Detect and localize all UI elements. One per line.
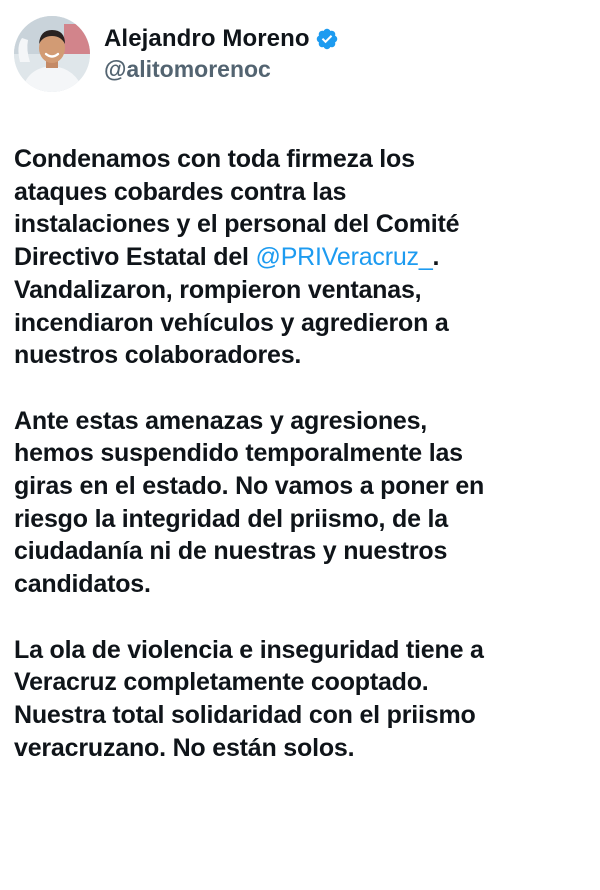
author-handle[interactable]: @alitomorenoc — [104, 56, 271, 82]
verified-badge-icon — [315, 27, 339, 51]
paragraph-1-after: . Vandalizaron, rompieron ventanas, incendiaron vehículos y agredieron a nuestros colaboradores. — [14, 243, 449, 370]
paragraph-1-before: Condenamos con toda firmeza los ataques cobardes contra las instalaciones y el personal del Comité Directivo Estatal del — [14, 145, 460, 272]
name-row — [104, 24, 339, 54]
tweet-paragraph-3: La ola de violencia e inseguridad tiene a Veracruz completamente cooptado. Nuestra total solidaridad con el priismo veracruzano. No están solos. — [14, 635, 484, 762]
mention-link[interactable]: @PRIVeracruz_ — [255, 243, 433, 272]
tweet-header — [14, 16, 339, 92]
tweet-paragraph-2: Ante estas amenazas y agresiones, hemos suspendido temporalmente las giras en el estado. No vamos a poner en riesgo la integridad del priismo, de la ciudadanía ni de nuestras y nuestros candidatos. — [14, 406, 485, 599]
tweet-paragraph-1 — [14, 143, 594, 372]
author-names — [104, 24, 339, 84]
avatar[interactable] — [14, 16, 90, 92]
author-display-name[interactable]: Alejandro Moreno — [104, 25, 310, 52]
tweet-text — [14, 143, 594, 764]
profile-photo — [14, 16, 90, 92]
